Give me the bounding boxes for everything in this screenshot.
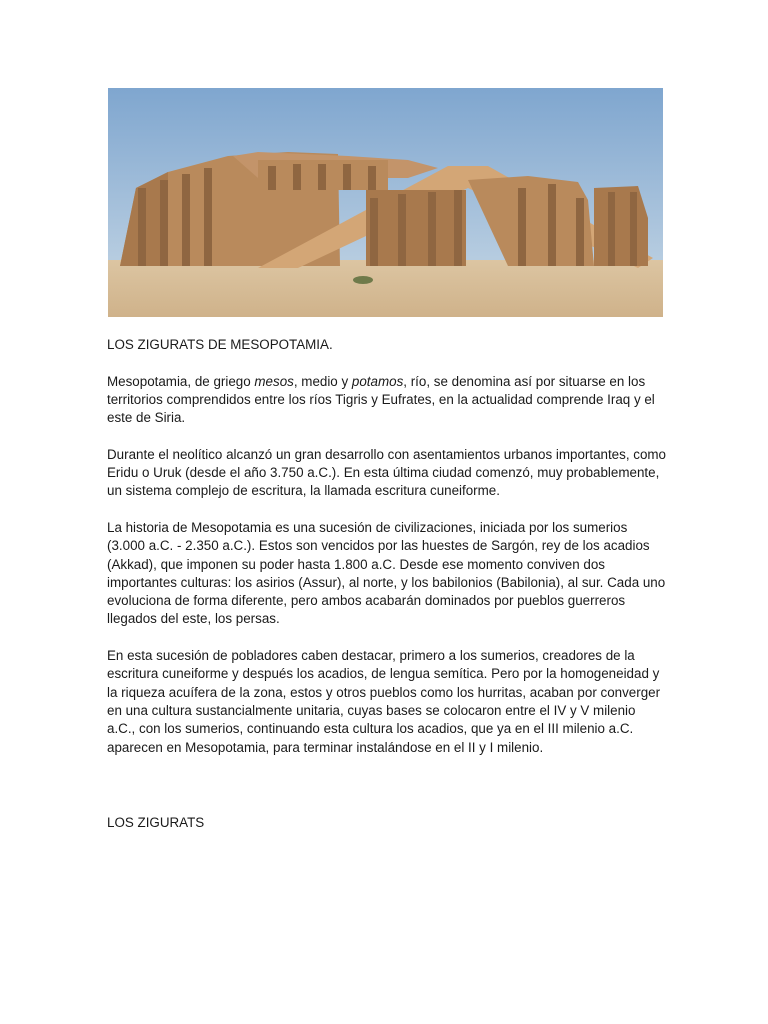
- paragraph-pobladores: En esta sucesión de pobladores caben destacar, primero a los sumerios, creadores de la escritura cuneiforme y después los acadios, de lengua semítica. Pero por la homogeneidad y la riqueza acuífera de la zona, estos y otros pueblos como los hurritas, acaban por converger en una cultura sustancialmente unitaria, cuyas bases se colocaron entre el IV y V milenio a.C., con los sumerios, continuando esta cultura los acadios, que ya en el III milenio a.C. aparecen en Mesopotamia, para terminar instalándose en el II y I milenio.: [107, 648, 661, 755]
- italic-term-mesos: mesos: [254, 373, 294, 389]
- paragraph-mesopotamia-intro: [107, 373, 667, 428]
- section-heading-zigurats-mesopotamia: LOS ZIGURATS DE MESOPOTAMIA.: [107, 337, 333, 352]
- paragraph-text: Mesopotamia, de griego: [107, 373, 255, 389]
- paragraph-text: , río, se denomina así por situarse en los territorios comprendidos entre los ríos Tigris y Eufrates, en la actualidad comprende Iraq y el este de Siria.: [107, 373, 655, 426]
- section-heading-zigurats: LOS ZIGURATS: [107, 815, 205, 830]
- ziggurat-photo: [108, 88, 663, 317]
- paragraph-historia: La historia de Mesopotamia es una sucesión de civilizaciones, iniciada por los sumerios (3.000 a.C. - 2.350 a.C.). Estos son vencidos por las huestes de Sargón, rey de los acadios (Akkad), que imponen su poder hasta 1.800 a.C. Desde ese momento conviven dos importantes culturas: los asirios (Assur), al norte, y los babilonios (Babilonia), al sur. Cada uno evoluciona de forma diferente, pero ambos acabarán dominados por pueblos guerreros llegados del este, los persas.: [107, 519, 666, 627]
- article-body: [107, 336, 667, 775]
- paragraph-text: , medio y: [293, 373, 352, 389]
- italic-term-potamos: potamos: [351, 373, 404, 389]
- ziggurat-image: [108, 88, 663, 317]
- paragraph-neolitico: Durante el neolítico alcanzó un gran desarrollo con asentamientos urbanos importantes, como Eridu o Uruk (desde el año 3.750 a.C.). En esta última ciudad comenzó, muy probablemente, un sistema complejo de escritura, la llamada escritura cuneiforme.: [107, 446, 667, 499]
